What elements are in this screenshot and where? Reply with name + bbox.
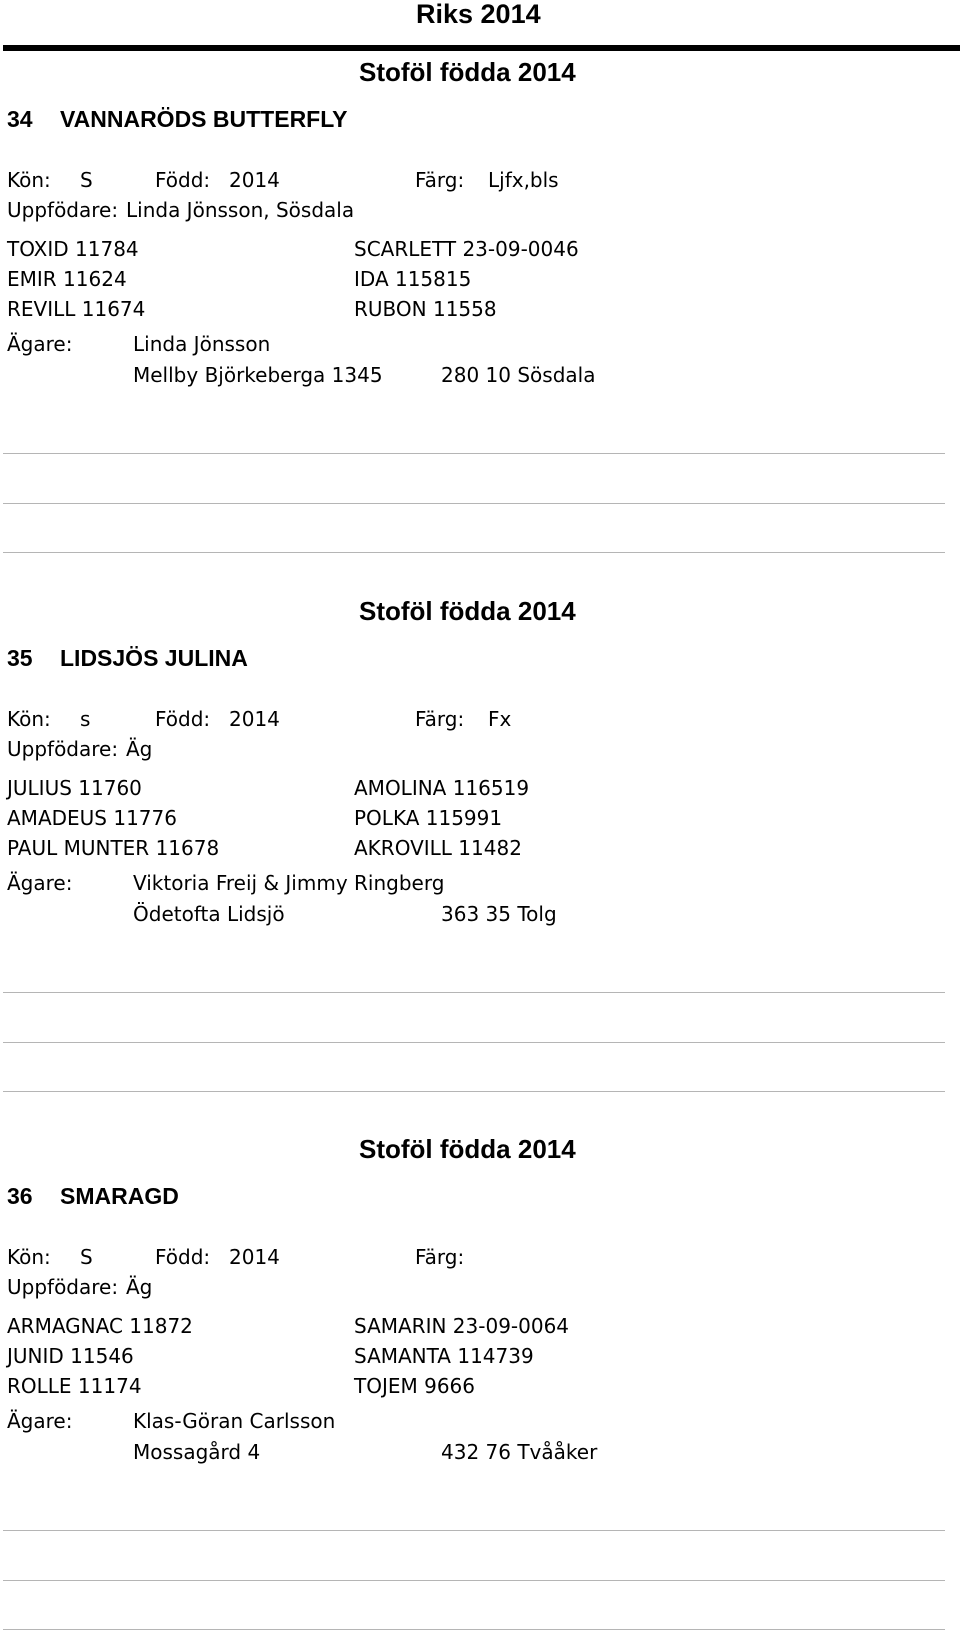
separator-rule bbox=[3, 503, 945, 504]
pedigree-sire-line: ARMAGNAC 11872 bbox=[7, 1314, 193, 1338]
horse-name: LIDSJÖS JULINA bbox=[60, 645, 248, 671]
fodd-value: 2014 bbox=[229, 168, 280, 192]
agare-name: Linda Jönsson bbox=[133, 332, 271, 356]
uppfodare-label: Uppfödare: bbox=[7, 737, 119, 761]
separator-rule bbox=[3, 453, 945, 454]
separator-rule bbox=[3, 992, 945, 993]
uppfodare-value: Äg bbox=[126, 737, 153, 761]
pedigree-sire-line: JULIUS 11760 bbox=[7, 776, 142, 800]
page-header-title: Riks 2014 bbox=[416, 0, 541, 29]
agare-postal: 363 35 Tolg bbox=[441, 902, 557, 926]
horse-number: 34 bbox=[7, 106, 33, 132]
fodd-value: 2014 bbox=[229, 707, 280, 731]
kon-value: S bbox=[80, 1245, 93, 1269]
farg-label: Färg: bbox=[415, 707, 465, 731]
farg-label: Färg: bbox=[415, 168, 465, 192]
separator-rule bbox=[3, 1530, 945, 1531]
uppfodare-label: Uppfödare: bbox=[7, 198, 119, 222]
pedigree-sire-line: PAUL MUNTER 11678 bbox=[7, 836, 220, 860]
pedigree-dam-line: POLKA 115991 bbox=[354, 806, 503, 830]
uppfodare-value: Äg bbox=[126, 1275, 153, 1299]
pedigree-sire-line: REVILL 11674 bbox=[7, 297, 146, 321]
fodd-label: Född: bbox=[155, 168, 211, 192]
farg-value: Ljfx,bls bbox=[488, 168, 559, 192]
agare-postal: 432 76 Tvååker bbox=[441, 1440, 598, 1464]
horse-number: 36 bbox=[7, 1183, 33, 1209]
kon-label: Kön: bbox=[7, 707, 51, 731]
separator-rule bbox=[3, 1629, 945, 1630]
farg-value: Fx bbox=[488, 707, 512, 731]
agare-address: Ödetofta Lidsjö bbox=[133, 902, 285, 926]
agare-label: Ägare: bbox=[7, 871, 73, 895]
pedigree-sire-line: EMIR 11624 bbox=[7, 267, 127, 291]
section-title: Stoföl födda 2014 bbox=[359, 1134, 576, 1164]
section-title: Stoföl födda 2014 bbox=[359, 57, 576, 87]
kon-label: Kön: bbox=[7, 1245, 51, 1269]
pedigree-dam-line: SAMANTA 114739 bbox=[354, 1344, 534, 1368]
horse-name: SMARAGD bbox=[60, 1183, 179, 1209]
kon-label: Kön: bbox=[7, 168, 51, 192]
agare-label: Ägare: bbox=[7, 1409, 73, 1433]
pedigree-dam-line: AKROVILL 11482 bbox=[354, 836, 522, 860]
horse-name: VANNARÖDS BUTTERFLY bbox=[60, 106, 348, 132]
uppfodare-label: Uppfödare: bbox=[7, 1275, 119, 1299]
fodd-value: 2014 bbox=[229, 1245, 280, 1269]
uppfodare-value: Linda Jönsson, Sösdala bbox=[126, 198, 355, 222]
header-rule bbox=[3, 45, 960, 51]
agare-address: Mellby Björkeberga 1345 bbox=[133, 363, 383, 387]
kon-value: s bbox=[80, 707, 91, 731]
separator-rule bbox=[3, 1042, 945, 1043]
pedigree-dam-line: TOJEM 9666 bbox=[354, 1374, 476, 1398]
farg-label: Färg: bbox=[415, 1245, 465, 1269]
agare-postal: 280 10 Sösdala bbox=[441, 363, 596, 387]
agare-name: Viktoria Freij & Jimmy Ringberg bbox=[133, 871, 445, 895]
pedigree-dam-line: AMOLINA 116519 bbox=[354, 776, 530, 800]
pedigree-dam-line: SAMARIN 23-09-0064 bbox=[354, 1314, 570, 1338]
pedigree-dam-line: RUBON 11558 bbox=[354, 297, 497, 321]
agare-label: Ägare: bbox=[7, 332, 73, 356]
pedigree-sire-line: AMADEUS 11776 bbox=[7, 806, 177, 830]
separator-rule bbox=[3, 1580, 945, 1581]
agare-address: Mossagård 4 bbox=[133, 1440, 261, 1464]
pedigree-sire-line: JUNID 11546 bbox=[7, 1344, 134, 1368]
separator-rule bbox=[3, 1091, 945, 1092]
section-title: Stoföl födda 2014 bbox=[359, 596, 576, 626]
fodd-label: Född: bbox=[155, 707, 211, 731]
agare-name: Klas-Göran Carlsson bbox=[133, 1409, 336, 1433]
separator-rule bbox=[3, 552, 945, 553]
pedigree-sire-line: ROLLE 11174 bbox=[7, 1374, 142, 1398]
kon-value: S bbox=[80, 168, 93, 192]
pedigree-dam-line: SCARLETT 23-09-0046 bbox=[354, 237, 579, 261]
horse-number: 35 bbox=[7, 645, 33, 671]
pedigree-sire-line: TOXID 11784 bbox=[7, 237, 139, 261]
pedigree-dam-line: IDA 115815 bbox=[354, 267, 472, 291]
fodd-label: Född: bbox=[155, 1245, 211, 1269]
